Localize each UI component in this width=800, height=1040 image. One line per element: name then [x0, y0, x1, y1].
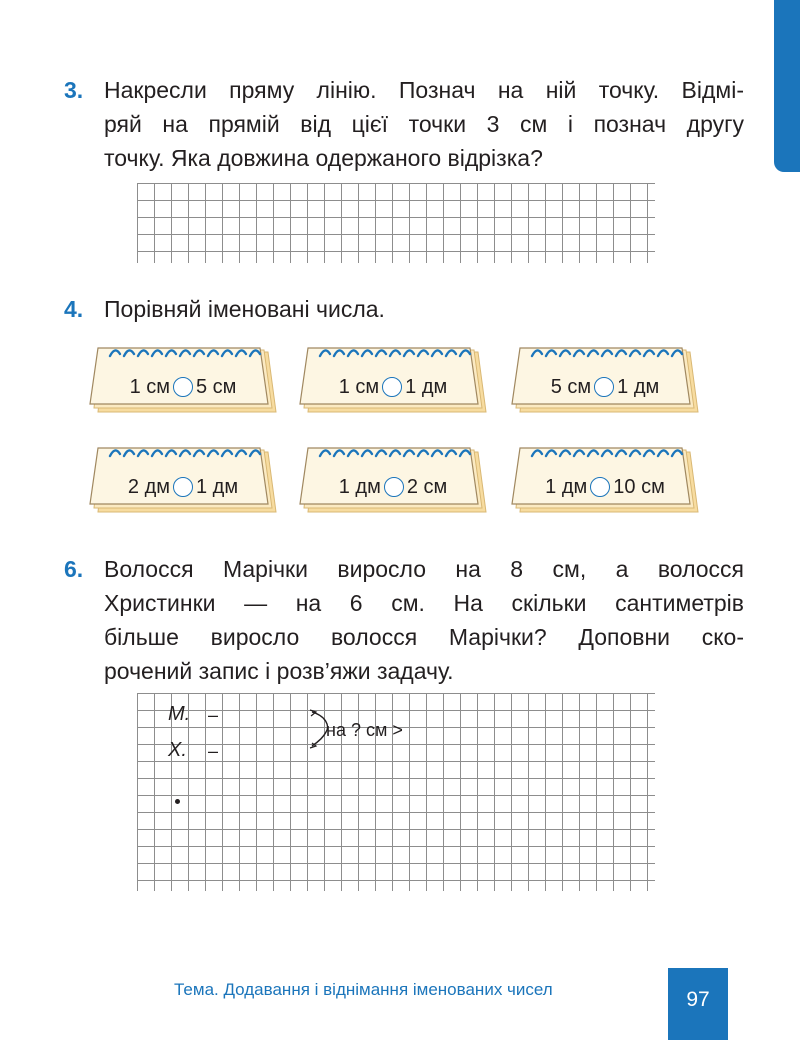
task-text-line: Волосся Марічки виросло на 8 см, а волосся	[104, 556, 744, 582]
task-text-line: Христинки — на 6 см. На скільки сантиметрів	[104, 590, 744, 616]
right-quantity: 1 дм	[405, 375, 448, 398]
short-note-dash: –	[208, 705, 219, 725]
right-quantity: 5 см	[196, 375, 237, 398]
comparison-card	[298, 340, 488, 415]
comparison-card	[88, 440, 278, 515]
comparison-circle[interactable]	[173, 477, 193, 497]
left-quantity: 1 см	[129, 375, 170, 398]
left-quantity: 1 см	[338, 375, 380, 398]
comparison-expression	[524, 372, 686, 402]
comparison-card	[510, 340, 700, 415]
comparison-expression	[312, 372, 474, 402]
comparison-note: на ? см >	[326, 720, 403, 740]
comparison-card	[88, 340, 278, 415]
task-text	[104, 73, 744, 175]
task-text-line: більше виросло волосся Марічки? Доповни ско-	[104, 624, 744, 650]
task-text	[104, 552, 744, 688]
task-text-line: ряй на прямій від цієї точки 3 см і познач другу	[104, 111, 744, 137]
comparison-expression	[312, 472, 474, 502]
short-note-label-m: М.	[168, 703, 191, 725]
comparison-circle[interactable]	[384, 477, 404, 497]
comparison-circle[interactable]	[590, 477, 610, 497]
task-text-line: точку. Яка довжина одержаного відрізка?	[104, 145, 543, 171]
comparison-expression	[102, 372, 264, 402]
comparison-card	[510, 440, 700, 515]
comparison-circle[interactable]	[594, 377, 614, 397]
task-text	[104, 292, 744, 326]
short-note-dash: –	[208, 741, 219, 761]
task-text-line: Накресли пряму лінію. Познач на ній точку. Відмі-	[104, 77, 744, 103]
task-number: 3.	[64, 77, 84, 103]
task-number: 6.	[64, 556, 84, 582]
right-quantity: 10 см	[613, 475, 665, 498]
left-quantity: 1 дм	[545, 475, 588, 498]
right-quantity: 1 дм	[617, 375, 660, 398]
comparison-expression	[102, 472, 264, 502]
left-quantity: 1 дм	[338, 475, 381, 498]
note-dot	[175, 799, 180, 804]
task-text-line: рочений запис і розв’яжи задачу.	[104, 658, 454, 684]
topic-footer: Тема. Додавання і віднімання іменованих чисел	[174, 980, 553, 999]
left-quantity: 2 дм	[127, 475, 170, 498]
comparison-circle[interactable]	[382, 377, 402, 397]
comparison-card	[298, 440, 488, 515]
task-number: 4.	[64, 296, 84, 322]
page-number: 97	[668, 968, 728, 1040]
task-title: Порівняй іменовані числа.	[104, 296, 385, 322]
comparison-circle[interactable]	[173, 377, 193, 397]
answer-grid-task-3[interactable]	[137, 183, 655, 263]
right-quantity: 1 дм	[196, 475, 239, 498]
left-quantity: 5 см	[550, 375, 592, 398]
comparison-expression	[524, 472, 686, 502]
short-note-label-x: Х.	[168, 739, 187, 761]
right-quantity: 2 см	[406, 475, 448, 498]
chapter-tab	[774, 0, 800, 172]
